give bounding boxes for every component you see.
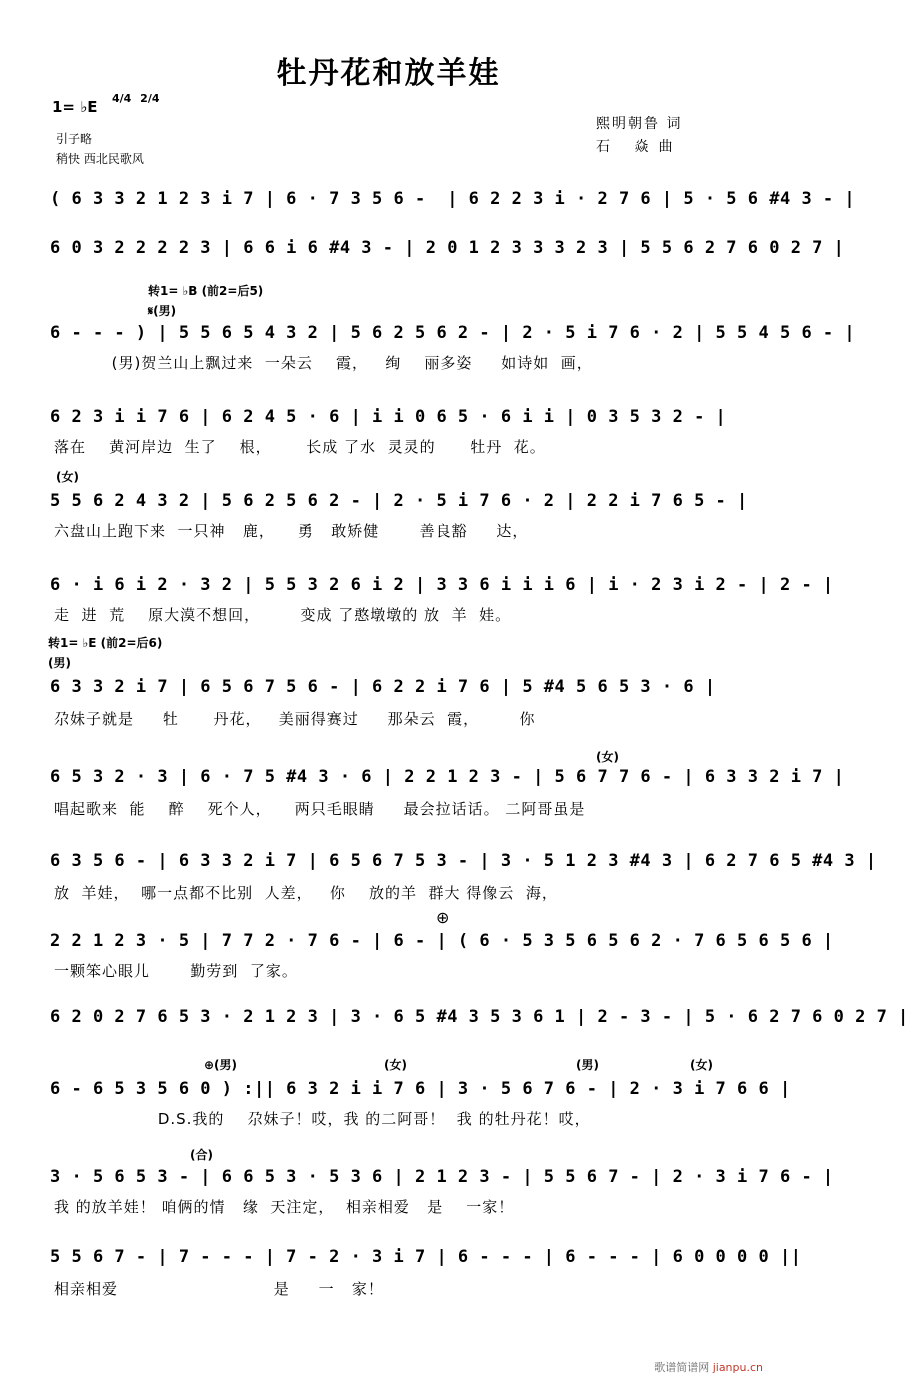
modulation-mark-2: 转1= ♭E (前2=后6) bbox=[48, 636, 163, 650]
female-part-mark-3: (女) bbox=[384, 1058, 407, 1072]
notes-row-10: 2 2 1 2 3 · 5 | 7 7 2 · 7 6 - | 6 - | ( 6 · 5 3 5 6 5 6 2 · 7 6 5 6 5 6 | bbox=[50, 931, 834, 951]
tempo-note: 稍快 西北民歌风 bbox=[56, 152, 144, 166]
watermark-site: jianpu.cn bbox=[712, 1361, 763, 1374]
notes-row-4: 6 2 3 i i 7 6 | 6 2 4 5 · 6 | i i 0 6 5 · 6 i i | 0 3 5 3 2 - | bbox=[50, 407, 727, 427]
coda-icon-1: ⊕ bbox=[436, 908, 450, 927]
notes-row-5: 5 5 6 2 4 3 2 | 5 6 2 5 6 2 - | 2 · 5 i 7 6 · 2 | 2 2 i 7 6 5 - | bbox=[50, 491, 748, 511]
lyric-row-8: 唱起歌来 能 醉 死个人， 两只毛眼睛 最会拉话话。 二阿哥虽是 bbox=[54, 800, 586, 818]
lyric-row-7: 尕妹子就是 牡 丹花， 美丽得赛过 那朵云 霞， 你 bbox=[54, 710, 536, 728]
chorus-mark: (合) bbox=[190, 1148, 213, 1162]
lyric-row-9: 放 羊娃， 哪一点都不比别 人差， 你 放的羊 群大 得像云 海， bbox=[54, 884, 558, 902]
notes-row-8: 6 5 3 2 · 3 | 6 · 7 5 #4 3 · 6 | 2 2 1 2 3 - | 5 6 7 7 6 - | 6 3 3 2 i 7 | bbox=[50, 767, 845, 787]
lyric-row-6: 走 进 荒 原大漠不想回， 变成 了憨墩墩的 放 羊 娃。 bbox=[54, 606, 512, 624]
meter-2-4: 2/4 bbox=[140, 92, 160, 105]
notes-row-9: 6 3 5 6 - | 6 3 3 2 i 7 | 6 5 6 7 5 3 - | 3 · 5 1 2 3 #4 3 | 6 2 7 6 5 #4 3 | bbox=[50, 851, 877, 871]
segno-mark: 𝄋(男) bbox=[148, 304, 177, 318]
lyric-row-14: 相亲相爱 是 一 家！ bbox=[54, 1280, 384, 1298]
notes-row-7: 6 3 3 2 i 7 | 6 5 6 7 5 6 - | 6 2 2 i 7 6 | 5 #4 5 6 5 3 · 6 | bbox=[50, 677, 716, 697]
notes-row-3: 6 - - - ) | 5 5 6 5 4 3 2 | 5 6 2 5 6 2 - | 2 · 5 i 7 6 · 2 | 5 5 4 5 6 - | bbox=[50, 323, 856, 343]
watermark-text: 歌谱简谱网 bbox=[654, 1361, 710, 1374]
composer-credit: 石 焱曲 bbox=[596, 139, 683, 155]
modulation-mark-1: 转1= ♭B (前2=后5) bbox=[148, 284, 264, 298]
meter-4-4: 4/4 bbox=[112, 92, 132, 105]
notes-row-1: ( 6 3 3 2 1 2 3 i 7 | 6 · 7 3 5 6 - | 6 2 2 3 i · 2 7 6 | 5 · 5 6 #4 3 - | bbox=[50, 189, 856, 209]
notes-row-12: 6 - 6 5 3 5 6 0 ) :|| 6 3 2 i i 7 6 | 3 · 5 6 7 6 - | 2 · 3 i 7 6 6 | bbox=[50, 1079, 791, 1099]
watermark bbox=[654, 1359, 763, 1375]
female-part-mark-2: (女) bbox=[596, 750, 619, 764]
intro-note: 引子略 bbox=[56, 132, 93, 146]
female-part-mark-4: (女) bbox=[690, 1058, 713, 1072]
lyric-row-5: 六盘山上跑下来 一只神 鹿， 勇 敢矫健 善良豁 达， bbox=[54, 522, 529, 540]
male-part-mark-2: (男) bbox=[48, 656, 71, 670]
notes-row-11: 6 2 0 2 7 6 5 3 · 2 1 2 3 | 3 · 6 5 #4 3 5 3 6 1 | 2 - 3 - | 5 · 6 2 7 6 0 2 7 | bbox=[50, 1007, 909, 1027]
coda-male-mark: ⊕(男) bbox=[204, 1058, 238, 1072]
lyric-row-13: 我 的放羊娃！ 咱俩的情 缘 天注定， 相亲相爱 是 一家！ bbox=[54, 1198, 515, 1216]
lyric-row-10: 一颗笨心眼儿 勤劳到 了家。 bbox=[54, 962, 298, 980]
song-title: 牡丹花和放羊娃 bbox=[276, 56, 501, 91]
notes-row-2: 6 0 3 2 2 2 2 3 | 6 6 i 6 #4 3 - | 2 0 1 2 3 3 3 2 3 | 5 5 6 2 7 6 0 2 7 | bbox=[50, 238, 845, 258]
lyric-row-3: (男)贺兰山上飘过来 一朵云 霞， 绚 丽多姿 如诗如 画， bbox=[54, 354, 593, 372]
female-part-mark-1: (女) bbox=[56, 470, 79, 484]
notes-row-13: 3 · 5 6 5 3 - | 6 6 5 3 · 5 3 6 | 2 1 2 3 - | 5 5 6 7 - | 2 · 3 i 7 6 - | bbox=[50, 1167, 834, 1187]
lyric-row-4: 落在 黄河岸边 生了 根， 长成 了水 灵灵的 牡丹 花。 bbox=[54, 438, 546, 456]
time-signature bbox=[112, 92, 165, 105]
notes-row-14: 5 5 6 7 - | 7 - - - | 7 - 2 · 3 i 7 | 6 - - - | 6 - - - | 6 0 0 0 0 || bbox=[50, 1247, 802, 1267]
lyric-row-12: D.S.我的 尕妹子！哎，我 的二阿哥！ 我 的牡丹花！哎， bbox=[54, 1110, 591, 1128]
key-signature: 1= ♭E bbox=[52, 98, 98, 116]
notes-row-6: 6 · i 6 i 2 · 3 2 | 5 5 3 2 6 i 2 | 3 3 6 i i i 6 | i · 2 3 i 2 - | 2 - | bbox=[50, 575, 834, 595]
male-part-mark-3: (男) bbox=[576, 1058, 599, 1072]
lyricist-credit: 熙明朝鲁 词 bbox=[596, 116, 683, 132]
